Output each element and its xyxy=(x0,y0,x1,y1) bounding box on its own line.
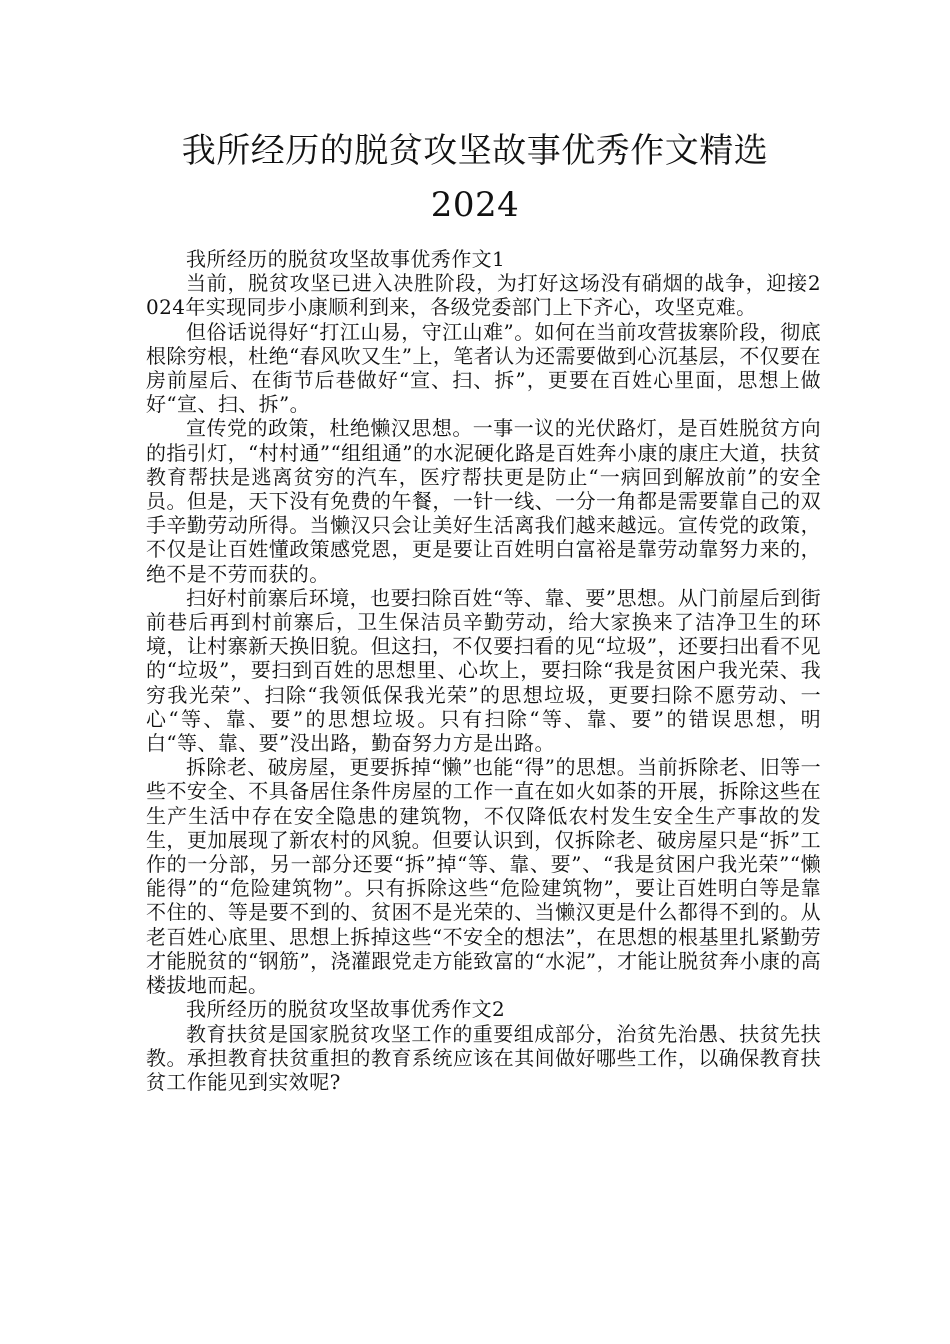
paragraph: 教育扶贫是国家脱贫攻坚工作的重要组成部分，治贫先治愚、扶贫先扶教。承担教育扶贫重担的教育系统应该在其间做好哪些工作，以确保教育扶贫工作能见到实效呢? xyxy=(146,1021,821,1094)
paragraph: 但俗话说得好“打江山易，守江山难”。如何在当前攻营拔寨阶段，彻底根除穷根，杜绝“春风吹又生”上，笔者认为还需要做到心沉基层，不仅要在房前屋后、在街节后巷做好“宣、扫、拆”，更要在百姓心里面，思想上做好“宣、扫、拆”。 xyxy=(146,319,821,417)
paragraph: 扫好村前寨后环境，也要扫除百姓“等、靠、要”思想。从门前屋后到街前巷后再到村前寨后，卫生保洁员辛勤劳动，给大家换来了洁净卫生的环境，让村寨新天换旧貌。但这扫，不仅要扫看的见“垃圾”，还要扫出看不见的“垃圾”，要扫到百姓的思想里、心坎上，要扫除“我是贫困户我光荣、我穷我光荣”、扫除“我领低保我光荣”的思想垃圾，更要扫除不愿劳动、一心“等、靠、要”的思想垃圾。只有扫除“等、靠、要”的错误思想，明白“等、靠、要”没出路，勤奋努力方是出路。 xyxy=(146,585,821,756)
document-body xyxy=(146,247,821,1094)
section-heading: 我所经历的脱贫攻坚故事优秀作文2 xyxy=(186,997,506,1022)
document-title-year: 2024 xyxy=(430,185,520,225)
paragraph: 当前，脱贫攻坚已进入决胜阶段，为打好这场没有硝烟的战争，迎接2024年实现同步小康顺利到来，各级党委部门上下齐心，攻坚克难。 xyxy=(146,271,821,320)
paragraph: 宣传党的政策，杜绝懒汉思想。一事一议的光伏路灯，是百姓脱贫方向的指引灯，“村村通”“组组通”的水泥硬化路是百姓奔小康的康庄大道，扶贫教育帮扶是逃离贫穷的汽车，医疗帮扶更是防止“一病回到解放前”的安全员。但是，天下没有免费的午餐，一针一线、一分一角都是需要靠自己的双手辛勤劳动所得。当懒汉只会让美好生活离我们越来越远。宣传党的政策，不仅是让百姓懂政策感党恩，更是要让百姓明白富裕是靠劳动靠努力来的，绝不是不劳而获的。 xyxy=(146,416,821,586)
document-title: 我所经历的脱贫攻坚故事优秀作文精选 xyxy=(181,131,769,171)
paragraph: 拆除老、破房屋，更要拆掉“懒”也能“得”的思想。当前拆除老、旧等一些不安全、不具备居住条件房屋的工作一直在如火如荼的开展，拆除这些在生产生活中存在安全隐患的建筑物，不仅降低农村发生安全生产事故的发生，更加展现了新农村的风貌。但要认识到，仅拆除老、破房屋只是“拆”工作的一分部，另一部分还要“拆”掉“等、靠、要”、“我是贫困户我光荣”“懒能得”的“危险建筑物”。只有拆除这些“危险建筑物”，要让百姓明白等是靠不住的、等是要不到的、贫困不是光荣的、当懒汉更是什么都得不到的。从老百姓心底里、思想上拆掉这些“不安全的想法”，在思想的根基里扎紧勤劳才能脱贫的“钢筋”，浇灌跟党走方能致富的“水泥”，才能让脱贫奔小康的高楼拔地而起。 xyxy=(146,755,821,998)
section-heading: 我所经历的脱贫攻坚故事优秀作文1 xyxy=(186,247,506,271)
